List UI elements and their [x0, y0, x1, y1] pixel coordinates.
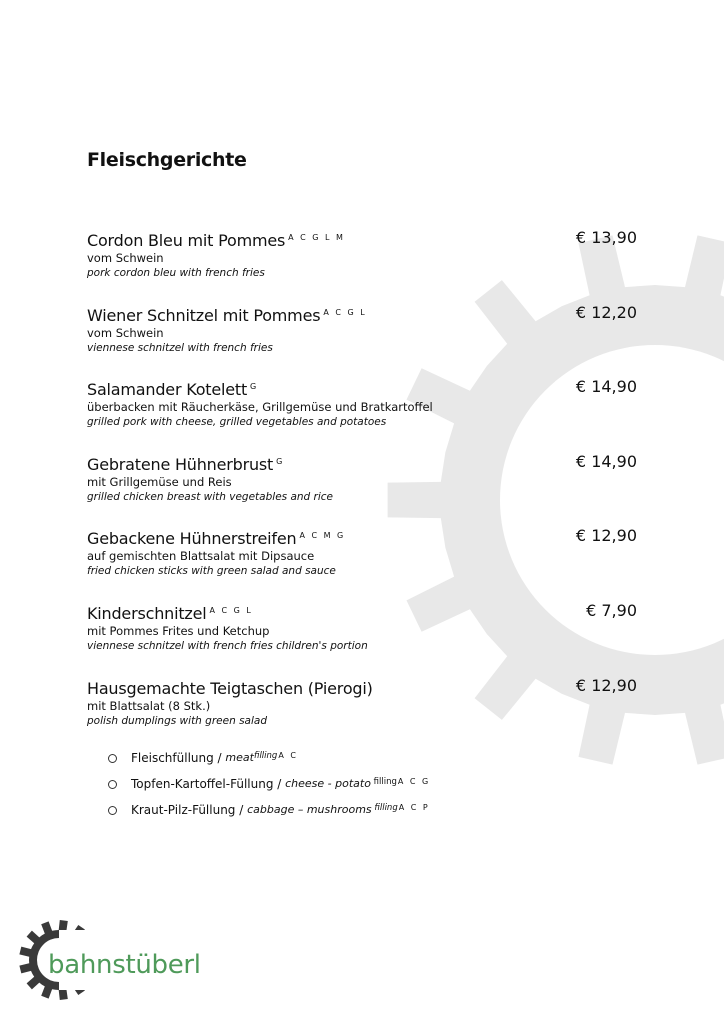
separator: / — [273, 777, 286, 791]
filling-suffix: filling — [370, 777, 397, 787]
logo-text: bahnstüberl — [48, 950, 201, 980]
separator: / — [213, 751, 226, 765]
dish-english: grilled pork with cheese, grilled vegetables and potatoes — [87, 416, 387, 429]
filling-suffix: filling — [371, 803, 398, 813]
dish-description: überbacken mit Räucherkäse, Grillgemüse und Bratkartoffel — [87, 400, 433, 415]
menu-item — [87, 228, 637, 281]
filling-english: cheese - potato — [285, 777, 371, 790]
dish-price: € 14,90 — [575, 377, 637, 397]
allergen-codes: A C G L M — [288, 233, 345, 242]
menu-item — [87, 526, 637, 579]
allergen-codes: G — [250, 382, 259, 392]
dish-price: € 7,90 — [586, 601, 637, 620]
dish-price: € 13,90 — [575, 228, 637, 247]
dish-name: Cordon Bleu mit Pommes — [87, 231, 286, 250]
filling-option — [108, 777, 430, 791]
filling-name: Fleischfüllung — [131, 751, 214, 765]
dish-name: Wiener Schnitzel mit Pommes — [87, 305, 321, 325]
dish-english: viennese schnitzel with french fries — [87, 341, 273, 354]
dish-name: Salamander Kotelett — [87, 380, 248, 400]
menu-item — [87, 452, 637, 505]
dish-name: Hausgemachte Teigtaschen (Pierogi) — [87, 678, 373, 698]
filling-name: Topfen-Kartoffel-Füllung — [131, 777, 274, 791]
filling-name: Kraut-Pilz-Füllung — [131, 803, 236, 817]
dish-name: Kinderschnitzel — [87, 604, 207, 623]
allergen-codes: G — [276, 456, 285, 466]
dish-description: mit Grillgemüse und Reis — [87, 474, 232, 489]
filling-option — [108, 751, 298, 765]
dish-description: vom Schwein — [87, 325, 164, 340]
menu-item — [87, 676, 637, 729]
dish-english: pork cordon bleu with french fries — [87, 267, 265, 279]
bullet-icon — [108, 754, 117, 763]
filling-suffix: filling — [253, 751, 278, 761]
dish-description: auf gemischten Blattsalat mit Dipsauce — [87, 549, 315, 564]
allergen-codes: A C G L — [209, 606, 253, 615]
dish-english: polish dumplings with green salad — [87, 714, 267, 727]
bullet-icon — [108, 806, 117, 815]
allergen-codes: A C M G — [299, 531, 346, 541]
dish-price: € 14,90 — [575, 451, 637, 471]
dish-price: € 12,90 — [575, 675, 637, 695]
menu-item — [87, 303, 637, 356]
menu-item — [87, 601, 637, 654]
bullet-icon — [108, 780, 117, 789]
separator: / — [235, 803, 248, 817]
dish-price: € 12,20 — [575, 302, 637, 322]
dish-english: viennese schnitzel with french fries children's portion — [87, 640, 368, 652]
allergen-codes: A C P — [398, 803, 430, 812]
filling-english: meat — [225, 751, 254, 764]
allergen-codes: A C G L — [323, 307, 367, 317]
dish-english: grilled chicken breast with vegetables and rice — [87, 490, 334, 503]
allergen-codes: A C — [278, 751, 298, 760]
section-title: Fleischgerichte — [87, 149, 247, 171]
dish-name: Gebackene Hühnerstreifen — [87, 529, 297, 549]
filling-english: cabbage – mushrooms — [247, 803, 372, 816]
dish-name: Gebratene Hühnerbrust — [87, 454, 274, 474]
filling-option — [108, 803, 430, 817]
menu-item — [87, 377, 637, 430]
allergen-codes: A C G — [397, 777, 431, 786]
dish-price: € 12,90 — [575, 526, 637, 546]
dish-english: fried chicken sticks with green salad and sauce — [87, 565, 336, 578]
dish-description: mit Blattsalat (8 Stk.) — [87, 698, 211, 713]
dish-description: mit Pommes Frites und Ketchup — [87, 624, 270, 638]
dish-description: vom Schwein — [87, 251, 164, 265]
